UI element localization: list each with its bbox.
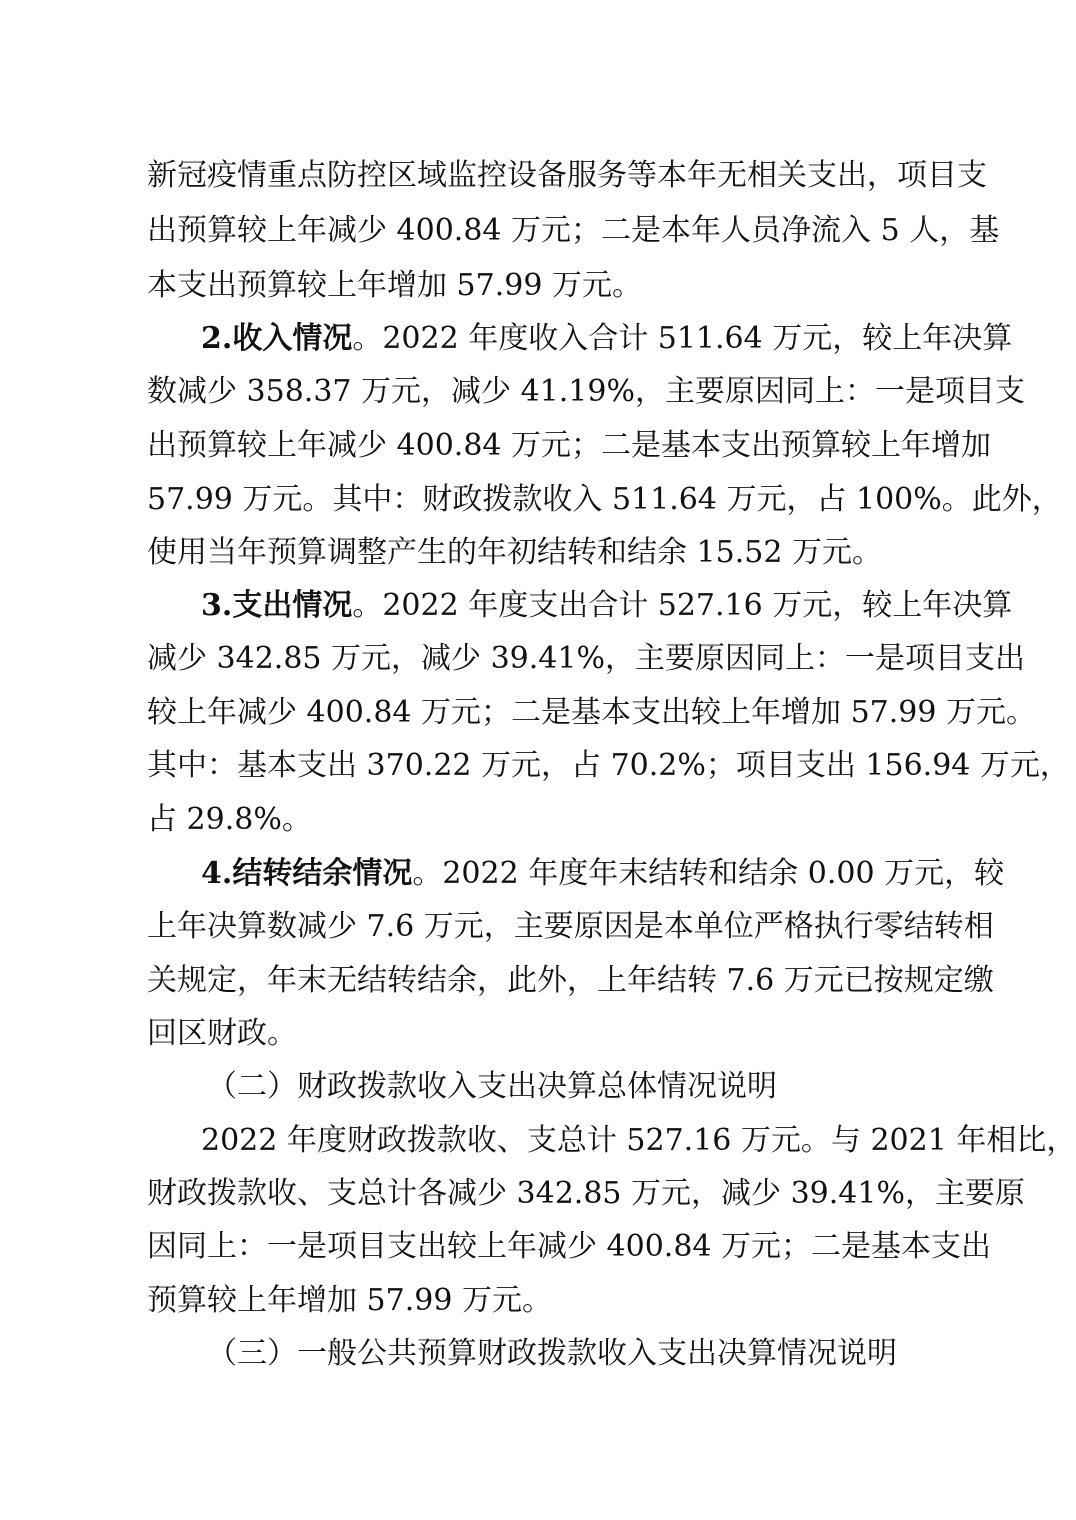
section3-heading: （三）一般公共预算财政拨款收入支出决算情况说明 [207, 1336, 897, 1371]
para3-line-4: 其中：基本支出 370.22 万元，占 70.2%；项目支出 156.94 万元， [147, 748, 1070, 783]
para4-line-3: 关规定，年末无结转结余，此外，上年结转 7.6 万元已按规定缴 [147, 963, 994, 998]
para4-line-2: 上年决算数减少 7.6 万元，主要原因是本单位严格执行零结转相 [147, 909, 994, 944]
section2-line-4: 预算较上年增加 57.99 万元。 [147, 1283, 552, 1318]
section2-line-2: 财政拨款收、支总计各减少 342.85 万元，减少 39.41%，主要原 [147, 1176, 1025, 1211]
para3-line-3: 较上年减少 400.84 万元；二是基本支出较上年增加 57.99 万元。 [147, 695, 1036, 730]
para2-line-4: 57.99 万元。其中：财政拨款收入 511.64 万元，占 100%。此外， [147, 482, 1062, 517]
para1-line-2: 出预算较上年减少 400.84 万元；二是本年人员净流入 5 人，基 [147, 213, 1000, 248]
para4-heading: 4.结转结余情况 [201, 856, 413, 891]
section2-line-1: 2022 年度财政拨款收、支总计 527.16 万元。与 2021 年相比， [201, 1123, 1076, 1158]
para3-first-rest: 。2022 年度支出合计 527.16 万元，较上年决算 [352, 588, 1013, 623]
para3-line-2: 减少 342.85 万元，减少 39.41%，主要原因同上：一是项目支出 [147, 641, 1025, 676]
para4-first-rest: 。2022 年度年末结转和结余 0.00 万元，较 [412, 856, 1005, 891]
para2-line-5: 使用当年预算调整产生的年初结转和结余 15.52 万元。 [147, 535, 882, 570]
para3-line-5: 占 29.8%。 [147, 802, 312, 837]
para3-heading: 3.支出情况 [201, 588, 353, 623]
para3-first-line [201, 580, 1013, 632]
para4-line-4: 回区财政。 [147, 1016, 297, 1051]
section2-line-3: 因同上：一是项目支出较上年减少 400.84 万元；二是基本支出 [147, 1229, 992, 1264]
para2-line-2: 数减少 358.37 万元，减少 41.19%，主要原因同上：一是项目支 [147, 374, 1025, 409]
para2-first-line [201, 313, 1013, 365]
para1-line-3: 本支出预算较上年增加 57.99 万元。 [147, 268, 642, 303]
section2-heading: （二）财政拨款收入支出决算总体情况说明 [207, 1069, 777, 1104]
para2-heading: 2.收入情况 [201, 321, 353, 356]
para2-first-rest: 。2022 年度收入合计 511.64 万元，较上年决算 [352, 321, 1013, 356]
para1-line-1: 新冠疫情重点防控区域监控设备服务等本年无相关支出，项目支 [147, 158, 987, 193]
para4-first-line [201, 848, 1005, 900]
para2-line-3: 出预算较上年减少 400.84 万元；二是基本支出预算较上年增加 [147, 428, 992, 463]
